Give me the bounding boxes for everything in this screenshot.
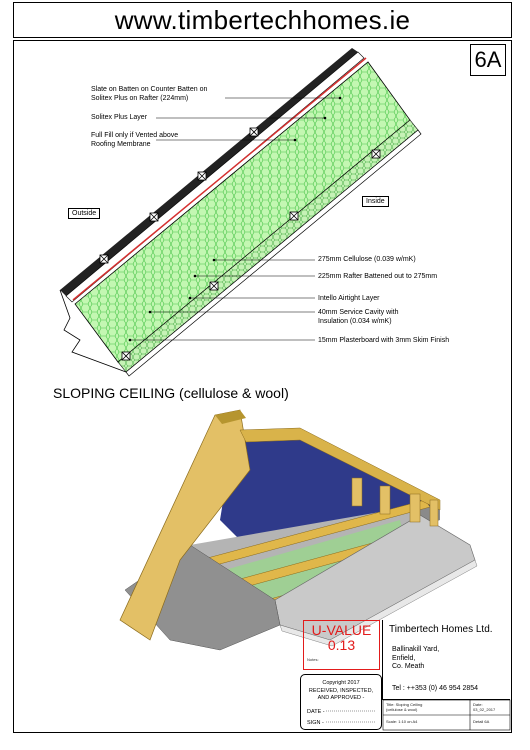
label-inside: Inside <box>362 196 389 207</box>
date-field: DATE - <box>307 709 325 715</box>
info-title: Title: Sloping Ceiling (cellulose & wool) <box>386 702 423 712</box>
label-full-fill: Full Fill only if Vented above Roofing Membrane <box>91 132 179 148</box>
drawing-title: SLOPING CEILING (cellulose & wool) <box>53 385 289 401</box>
label-plasterboard: 15mm Plasterboard with 3mm Skim Finish <box>318 337 450 344</box>
uvalue-notes: Notes: <box>307 657 319 662</box>
label-rafter: 225mm Rafter Battened out to 275mm <box>318 273 438 280</box>
copyright-text: Copyright 2017 <box>322 680 360 686</box>
company-tel: Tel : ++353 (0) 46 954 2854 <box>392 685 479 692</box>
label-cellulose: 275mm Cellulose (0.039 w/mK) <box>318 256 416 263</box>
approved-text: AND APPROVED - <box>317 695 365 701</box>
label-outside: Outside <box>68 208 100 219</box>
info-date: Date: 03_02_2017 <box>473 702 496 712</box>
label-slate: Slate on Batten on Counter Batten on Solitex Plus on Rafter (224mm) <box>91 86 208 102</box>
sheet-id: 6A <box>470 44 506 76</box>
website-url[interactable]: www.timbertechhomes.ie <box>114 5 411 35</box>
received-text: RECEIVED, INSPECTED, <box>308 688 374 694</box>
label-service-cavity: 40mm Service Cavity with Insulation (0.034 w/mK) <box>318 309 399 325</box>
company-address: Ballinakill Yard, Enfield, Co. Meath <box>392 646 440 670</box>
sign-field: SIGN - <box>307 720 324 726</box>
uvalue-label: U-VALUE <box>311 622 372 638</box>
label-solitex: Solitex Plus Layer <box>91 114 148 121</box>
info-detail: Detail 6A <box>473 719 490 724</box>
info-scale: Scale: 1:10 on A4 <box>386 719 418 724</box>
uvalue-value: 0.13 <box>327 637 356 653</box>
label-intello: Intello Airtight Layer <box>318 295 380 302</box>
company-name: Timbertech Homes Ltd. <box>389 624 493 635</box>
